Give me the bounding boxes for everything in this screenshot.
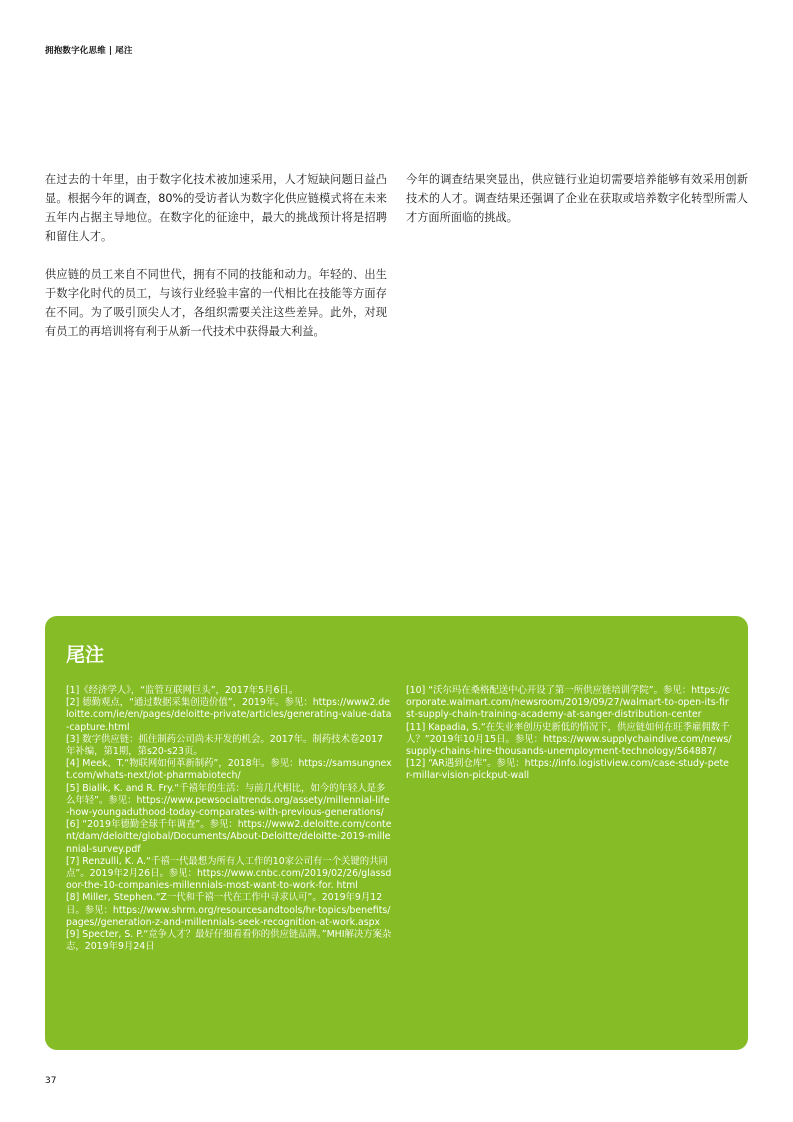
body-left-column (45, 170, 387, 360)
header-section: 尾注 (115, 46, 133, 56)
endnotes-panel (45, 616, 748, 1050)
endnotes-title: 尾注 (66, 644, 105, 666)
endnote-item: [6] “2019年德勤全球千年调查”。参见：https://www2.deloitte.com/content/dam/deloitte/global/Documents/About-Deloitte/deloitte-2019-millennial-survey.pdf (66, 819, 392, 855)
endnote-item: [1]《经济学人》，“监管互联网巨头”，2017年5月6日。 (66, 685, 299, 696)
page-header (45, 44, 133, 56)
endnote-item: [8] Miller, Stephen.“Z一代和千禧一代在工作中寻求认可”。2019年9月12日。参见：https://www.shrm.org/resourcesandtools/hr-topics/benefits/pages//generation-z-and-millennials-seek-recognition-at-work.aspx (66, 892, 391, 928)
endnote-item: [10] “沃尔玛在桑格配送中心开设了第一所供应链培训学院”。参见：https://corporate.walmart.com/newsroom/2019/09/27/walmart-to-open-its-first-supply-chain-training-academy-at-sanger-distribution-center (406, 685, 730, 721)
endnote-item: [7] Renzulli, K. A.“千禧一代最想为所有人工作的10家公司有一个关键的共同点”。2019年2月26日。参见：https://www.cnbc.com/2019/02/26/glassdoor-the-10-companies-millennials-most-want-to-work-for. html (66, 855, 392, 892)
endnote-item: [12] “AR遇到仓库”。参见：https://info.logistiview.com/case-study-peter-millar-vision-pickput-wall (406, 758, 729, 782)
body-paragraph: 在过去的十年里，由于数字化技术被加速采用，人才短缺问题日益凸显。根据今年的调查，80%的受访者认为数字化供应链模式将在未来五年内占据主导地位。在数字化的征途中，最大的挑战预计将是招聘和留住人才。 (45, 173, 387, 243)
endnotes-right-column (406, 685, 732, 783)
endnotes-left-column (66, 685, 392, 953)
body-paragraph: 今年的调查结果突显出，供应链行业迫切需要培养能够有效采用创新技术的人才。调查结果还强调了企业在获取或培养数字化转型所需人才方面所面临的挑战。 (406, 173, 748, 224)
endnote-item: [5] Bialik, K. and R. Fry.“千禧年的生活：与前几代相比，如今的年轻人是多么年轻”。参见：https://www.pewsocialtrends.org/assety/millennial-life-how-youngaduthood-today-comparates-with-previous-generations/ (66, 782, 390, 819)
body-paragraph: 供应链的员工来自不同世代，拥有不同的技能和动力。年轻的、出生于数字化时代的员工，与该行业经验丰富的一代相比在技能等方面存在不同。为了吸引顶尖人才，各组织需要关注这些差异。此外，对现有员工的再培训将有利于从新一代技术中获得最大利益。 (45, 268, 387, 338)
body-right-column (406, 170, 748, 246)
endnote-item: [11] Kapadia, S.“在失业率创历史新低的情况下，供应链如何在旺季雇佣数千人？”2019年10月15日。参见：https://www.supplychaindive.com/news/supply-chains-hire-thousands-unemployment-technology/564887/ (406, 721, 732, 758)
endnote-item: [3] 数字供应链：抓住制药公司尚未开发的机会。2017年。制药技术卷2017年补编，第1期，第s20-s23页。 (66, 733, 384, 758)
page-number: 37 (45, 1076, 57, 1086)
endnote-item: [9] Specter, S. P.“竞争人才？最好仔细看看你的供应链品牌。”MHI解决方案杂志，2019年9月24日 (66, 929, 392, 953)
endnote-item: [2] 德勤观点，“通过数据采集创造价值”，2019年。参见：https://www2.deloitte.com/ie/en/pages/deloitte-private/articles/generating-value-data-capture.html (66, 697, 392, 733)
header-separator: | (108, 46, 113, 56)
endnote-item: [4] Meek、T.“物联网如何革新制药”，2018年。参见：https://samsungnext.com/whats-next/iot-pharmabiotech/ (66, 758, 392, 782)
header-title: 拥抱数字化思维 (45, 46, 106, 56)
